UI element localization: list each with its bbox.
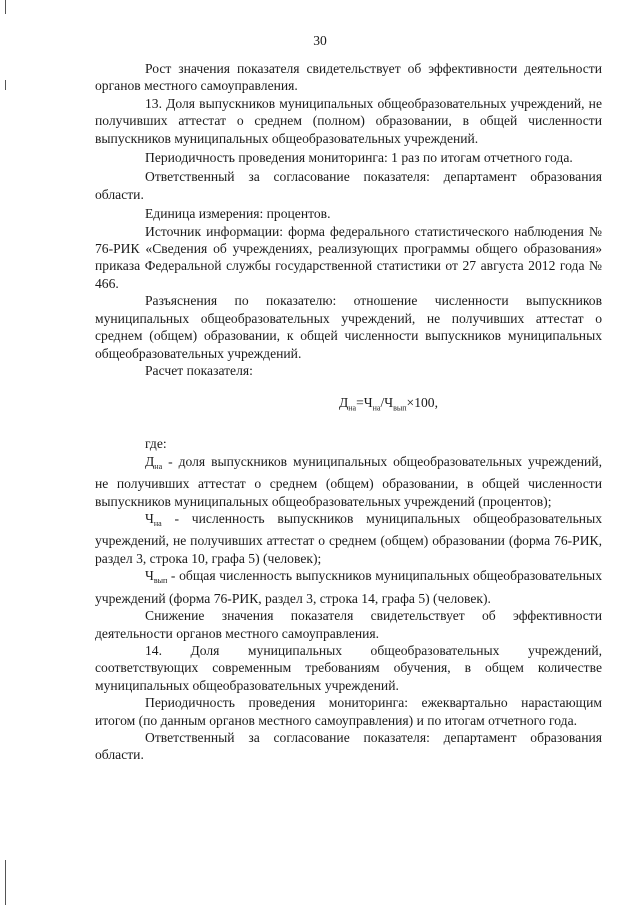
- definition-ch-vyp-text: - общая численность выпускников муниципальных общеобразовательных учреждений (форма 76-РИК, раздел 3, строка 14, графа 5) (человек).: [95, 568, 602, 606]
- scan-edge-mark-mid: [5, 80, 6, 90]
- definition-ch-na-text: - численность выпускников муниципальных общеобразовательных учреждений, не получивших аттестат о среднем (общем) образовании (форма 76-РИК, раздел 3, строка 10, графа 5) (человек);: [95, 511, 602, 566]
- paragraph-where: где:: [145, 436, 167, 452]
- paragraph-responsible-14: Ответственный за согласование показателя: департамент образования области.: [95, 729, 602, 763]
- document-body: [95, 60, 602, 764]
- formula-ch2-sub: вып: [393, 404, 407, 414]
- formula-d-sub: на: [348, 404, 357, 414]
- paragraph-periodicity-14: Периодичность проведения мониторинга: ежеквартально нарастающим итогом (по данным органов местного самоуправления) и по итогам отчетного года.: [95, 695, 602, 728]
- paragraph-decrease-note: Снижение значения показателя свидетельствует об эффективности деятельности органов местного самоуправления.: [95, 608, 602, 641]
- paragraph-periodicity: Периодичность проведения мониторинга: 1 раз по итогам отчетного года.: [145, 150, 573, 166]
- paragraph-indicator-14-title: 14. Доля муниципальных общеобразовательных учреждений, соответствующих современным требованиям обучения, в общем количестве муниципальных общеобразовательных учреждений.: [95, 642, 602, 693]
- formula-ch1: Ч: [363, 395, 373, 411]
- page-number: 30: [313, 33, 327, 48]
- formula-tail: ×100,: [406, 395, 438, 411]
- definition-d-symbol: Д: [145, 453, 155, 469]
- paragraph-indicator-13-title: 13. Доля выпускников муниципальных общеобразовательных учреждений, не получивших аттестат о среднем (полном) образовании, в общей численности выпускников муниципальных общеобразовательных учреждений.: [95, 95, 602, 146]
- scan-edge-mark-top: [5, 0, 6, 14]
- paragraph-source: Источник информации: форма федерального статистического наблюдения № 76-РИК «Сведения об учреждениях, реализующих программы общего образования» приказа Федеральной службы государственной статистики от 27 августа 2012 года № 466.: [95, 223, 602, 291]
- formula-d: Д: [338, 395, 349, 411]
- paragraph-unit: Единица измерения: процентов.: [145, 206, 331, 222]
- definition-ch-na-symbol: Ч: [145, 511, 154, 527]
- paragraph-explanation: Разъяснения по показателю: отношение численности выпускников муниципальных общеобразовательных учреждений, не получивших аттестат о среднем (общем) образовании, к общей численности выпускников муниципальных общеобразовательных учреждений.: [95, 293, 602, 361]
- formula-eq: =: [356, 395, 364, 411]
- definition-d: [95, 453, 602, 510]
- paragraph-responsible: Ответственный за согласование показателя: департамент образования области.: [95, 169, 602, 202]
- definition-ch-vyp-sub: вып: [153, 576, 168, 586]
- definition-ch-vyp: [95, 567, 602, 607]
- definition-d-text: - доля выпускников муниципальных общеобразовательных учреждений, не получивших аттестат о среднем (общем) образовании, в общей численности выпускников муниципальных общеобразовательных учреждений (процентов);: [95, 453, 602, 509]
- definition-ch-vyp-symbol: Ч: [145, 568, 154, 584]
- paragraph-growth-note: Рост значения показателя свидетельствует об эффективности деятельности органов местного самоуправления.: [95, 61, 602, 94]
- paragraph-calculation-label: Расчет показателя:: [145, 362, 253, 378]
- formula-ch2: Ч: [384, 395, 394, 411]
- formula: [95, 394, 602, 417]
- definition-ch-na-sub: на: [153, 519, 162, 529]
- definition-ch-na: [95, 510, 602, 567]
- scan-edge-mark-bottom: [5, 860, 6, 905]
- formula-ch1-sub: на: [372, 404, 381, 414]
- formula-slash: /: [380, 395, 385, 411]
- definition-d-sub: на: [154, 461, 163, 471]
